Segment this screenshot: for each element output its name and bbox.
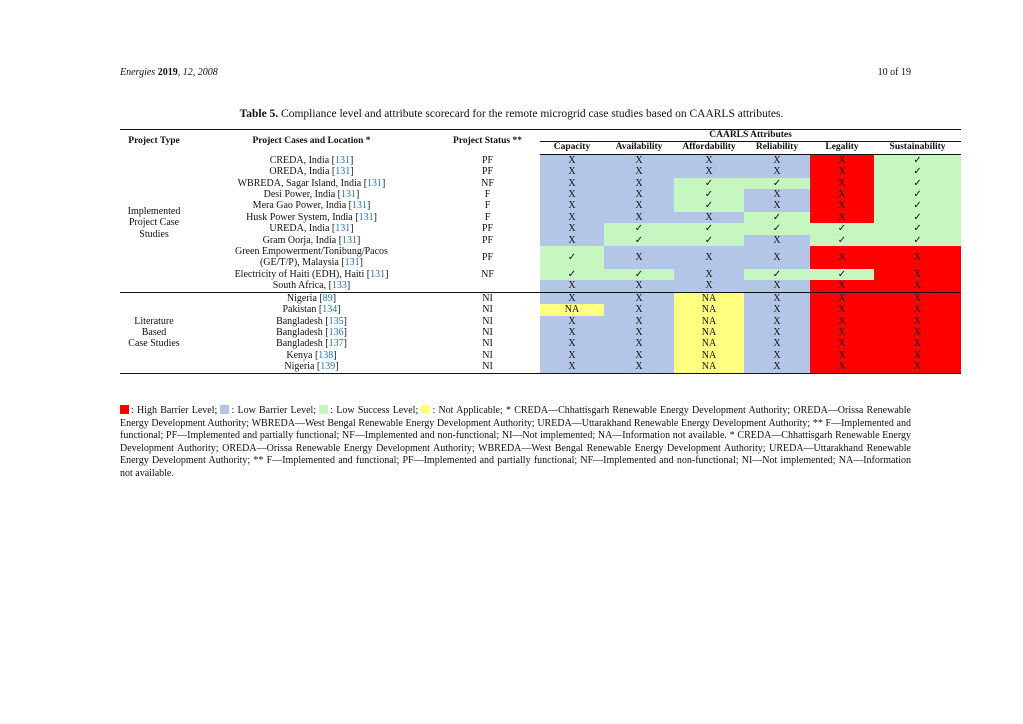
score-cell-legality: X xyxy=(810,166,874,177)
citation-bracket: ] xyxy=(343,338,347,350)
project-status-cell: PF xyxy=(481,223,494,235)
table-row xyxy=(120,350,961,361)
project-status-cell: NI xyxy=(482,315,493,327)
score-cell-reliability: X xyxy=(744,316,810,327)
project-case-cell xyxy=(188,212,435,223)
score-cell-availability: X xyxy=(604,350,674,361)
score-cell-availability: ✓ xyxy=(604,235,674,246)
header-attribute-availability: Availability xyxy=(604,142,674,154)
score-cell-availability: X xyxy=(604,154,674,166)
score-cell-availability: X xyxy=(604,166,674,177)
header-attribute-affordability: Affordability xyxy=(674,142,744,154)
score-cell-capacity: X xyxy=(540,327,604,338)
score-cell-reliability: X xyxy=(744,304,810,315)
score-cell-availability: X xyxy=(604,246,674,269)
caarls-scorecard-table xyxy=(120,129,961,374)
project-case-name: Mera Gao Power, India [ xyxy=(252,200,352,212)
score-cell-availability: X xyxy=(604,280,674,292)
table-row xyxy=(120,292,961,304)
score-cell-capacity: X xyxy=(540,189,604,200)
running-header-citation xyxy=(120,67,218,78)
project-status-cell: NF xyxy=(481,177,494,189)
score-cell-capacity: X xyxy=(540,361,604,373)
score-cell-reliability: X xyxy=(744,246,810,269)
table-row xyxy=(120,200,961,211)
score-cell-affordability: NA xyxy=(674,316,744,327)
score-cell-capacity: X xyxy=(540,350,604,361)
project-status-cell: F xyxy=(484,211,491,223)
score-cell-affordability: ✓ xyxy=(674,223,744,234)
score-cell-availability: ✓ xyxy=(604,269,674,280)
table-caption-text: Compliance level and attribute scorecard for the remote microgrid case studies based on CAARLS attributes. xyxy=(278,108,784,120)
score-cell-sustainability: X xyxy=(874,246,961,269)
score-cell-legality: X xyxy=(810,350,874,361)
group-label xyxy=(120,154,188,292)
score-cell-affordability: ✓ xyxy=(674,178,744,189)
citation-link[interactable]: 89 xyxy=(322,292,333,304)
score-cell-affordability: X xyxy=(674,166,744,177)
legend-low: : Low Barrier Level; xyxy=(231,405,320,416)
citation-bracket: ] xyxy=(350,223,354,235)
score-cell-sustainability: ✓ xyxy=(874,235,961,246)
project-case-name-cont: (GE/T/P), Malaysia [ xyxy=(259,257,345,269)
table-row xyxy=(120,280,961,292)
project-case-name: Green Empowerment/Tonibung/Pacos xyxy=(235,246,388,258)
project-status-cell: F xyxy=(484,189,491,201)
score-cell-sustainability: X xyxy=(874,304,961,315)
score-cell-sustainability: ✓ xyxy=(874,223,961,234)
table-row xyxy=(120,316,961,327)
score-cell-sustainability: ✓ xyxy=(874,189,961,200)
score-cell-sustainability: X xyxy=(874,316,961,327)
group-label-line: Project Case xyxy=(128,217,180,229)
score-cell-reliability: X xyxy=(744,154,810,166)
score-cell-affordability: NA xyxy=(674,350,744,361)
journal-year: 2019 xyxy=(157,67,178,78)
score-cell-reliability: ✓ xyxy=(744,178,810,189)
table-caption xyxy=(0,108,1023,120)
score-cell-affordability: NA xyxy=(674,292,744,304)
citation-link[interactable]: 134 xyxy=(322,304,338,316)
citation-link[interactable]: 131 xyxy=(341,189,356,201)
project-case-cell xyxy=(188,200,435,211)
table-row xyxy=(120,178,961,189)
citation-link[interactable]: 131 xyxy=(335,166,351,178)
score-cell-affordability: NA xyxy=(674,304,744,315)
score-cell-capacity: X xyxy=(540,292,604,304)
score-cell-availability: X xyxy=(604,200,674,211)
legend-high: : High Barrier Level; xyxy=(131,405,221,416)
project-case-name: Bangladesh [ xyxy=(276,326,329,338)
citation-bracket: ] xyxy=(335,361,339,373)
not-applicable-swatch xyxy=(421,405,430,414)
header-project-status: Project Status ** xyxy=(435,130,540,155)
project-case-cell xyxy=(188,166,435,177)
table-row xyxy=(120,223,961,234)
citation-bracket: ] xyxy=(385,268,389,280)
project-case-name: CREDA, India [ xyxy=(269,154,335,166)
group-label-line: Implemented xyxy=(127,205,181,217)
project-status-cell xyxy=(435,280,540,292)
score-cell-capacity: X xyxy=(540,223,604,234)
score-cell-reliability: X xyxy=(744,166,810,177)
score-cell-affordability: X xyxy=(674,154,744,166)
table-row xyxy=(120,166,961,177)
score-cell-legality: X xyxy=(810,304,874,315)
score-cell-legality: X xyxy=(810,212,874,223)
score-cell-capacity: X xyxy=(540,280,604,292)
score-cell-affordability: ✓ xyxy=(674,200,744,211)
score-cell-legality: X xyxy=(810,200,874,211)
score-cell-reliability: ✓ xyxy=(744,223,810,234)
table-row xyxy=(120,327,961,338)
project-case-name: Nigeria [ xyxy=(286,292,323,304)
score-cell-capacity: X xyxy=(540,316,604,327)
table-row xyxy=(120,246,961,269)
project-case-cell xyxy=(188,316,435,327)
score-cell-sustainability: X xyxy=(874,327,961,338)
table-row xyxy=(120,212,961,223)
score-cell-availability: X xyxy=(604,189,674,200)
score-cell-availability: X xyxy=(604,292,674,304)
project-status-cell: NI xyxy=(482,304,493,316)
header-attribute-sustainability: Sustainability xyxy=(874,142,961,154)
project-case-name: Gram Oorja, India [ xyxy=(262,234,343,246)
citation-link[interactable]: 131 xyxy=(334,154,350,166)
score-cell-affordability: X xyxy=(674,280,744,292)
project-status-cell: PF xyxy=(481,234,494,246)
score-cell-availability: X xyxy=(604,327,674,338)
score-cell-reliability: X xyxy=(744,338,810,349)
score-cell-availability: X xyxy=(604,361,674,373)
project-case-cell xyxy=(188,350,435,361)
score-cell-reliability: X xyxy=(744,350,810,361)
project-status-cell: PF xyxy=(481,166,494,178)
legend-na: : Not Applicable; xyxy=(432,405,506,416)
score-cell-availability: X xyxy=(604,304,674,315)
citation-bracket: ] xyxy=(373,211,377,223)
citation-bracket: ] xyxy=(366,200,371,212)
citation-link[interactable]: 131 xyxy=(351,200,367,212)
project-status-cell: NI xyxy=(435,361,540,373)
project-case-name: Pakistan [ xyxy=(282,304,323,316)
low-success-swatch xyxy=(319,405,328,414)
score-cell-reliability: X xyxy=(744,280,810,292)
score-cell-availability: X xyxy=(604,338,674,349)
table-row xyxy=(120,361,961,373)
score-cell-sustainability: X xyxy=(874,292,961,304)
score-cell-availability: X xyxy=(604,212,674,223)
score-cell-capacity: NA xyxy=(540,304,604,315)
score-cell-affordability: X xyxy=(674,269,744,280)
score-cell-reliability: X xyxy=(744,200,810,211)
score-cell-availability: X xyxy=(604,316,674,327)
citation-bracket: ] xyxy=(332,292,337,304)
table-row xyxy=(120,338,961,349)
citation-bracket: ] xyxy=(382,177,386,189)
citation-bracket: ] xyxy=(333,349,337,361)
project-case-name: Kenya [ xyxy=(286,349,319,361)
project-status-cell: F xyxy=(484,200,491,212)
project-case-name: WBREDA, Sagar Island, India [ xyxy=(237,177,368,189)
group-label-line: Studies xyxy=(139,228,169,240)
score-cell-legality: X xyxy=(810,338,874,349)
score-cell-legality: X xyxy=(810,246,874,269)
group-label xyxy=(120,292,188,373)
journal-volume: , 12, 2008 xyxy=(177,67,218,78)
project-case-cell xyxy=(188,223,435,234)
project-case-name: Bangladesh [ xyxy=(276,338,329,350)
citation-bracket: ] xyxy=(349,154,354,166)
project-status-cell: NI xyxy=(482,349,493,361)
score-cell-capacity: X xyxy=(540,166,604,177)
citation-link[interactable]: 133 xyxy=(331,280,347,292)
score-cell-capacity: X xyxy=(540,212,604,223)
score-cell-reliability: X xyxy=(744,327,810,338)
header-attribute-capacity: Capacity xyxy=(540,142,604,154)
citation-link[interactable]: 131 xyxy=(358,211,374,223)
header-attribute-legality: Legality xyxy=(810,142,874,154)
citation-link[interactable]: 137 xyxy=(328,338,344,350)
citation-link[interactable]: 139 xyxy=(320,361,336,373)
citation-link[interactable]: 131 xyxy=(344,257,360,269)
project-case-name: Husk Power System, India [ xyxy=(246,211,359,223)
citation-link[interactable]: 131 xyxy=(370,268,386,280)
score-cell-reliability: ✓ xyxy=(744,269,810,280)
header-caarls-attributes: CAARLS Attributes xyxy=(540,130,961,142)
project-case-name: Desi Power, India [ xyxy=(263,189,341,201)
citation-bracket: ] xyxy=(346,280,351,292)
score-cell-legality: X xyxy=(810,154,874,166)
score-cell-affordability: NA xyxy=(674,327,744,338)
project-case-cell xyxy=(188,178,435,189)
score-cell-affordability: X xyxy=(674,212,744,223)
project-case-name: Electricity of Haiti (EDH), Haiti [ xyxy=(234,268,371,280)
score-cell-legality: X xyxy=(810,316,874,327)
project-case-cell xyxy=(188,154,435,166)
project-status-cell: NI xyxy=(482,326,493,338)
low-barrier-swatch xyxy=(220,405,229,414)
score-cell-legality: X xyxy=(810,361,874,373)
citation-bracket: ] xyxy=(343,315,347,327)
page-number: 10 of 19 xyxy=(877,67,911,78)
citation-bracket: ] xyxy=(337,304,341,316)
project-status-cell: NI xyxy=(482,338,493,350)
project-status-cell: NF xyxy=(481,268,494,280)
score-cell-reliability: X xyxy=(744,292,810,304)
citation-bracket: ] xyxy=(356,189,360,201)
citation-bracket: ] xyxy=(359,257,364,269)
citation-link[interactable]: 131 xyxy=(342,234,358,246)
score-cell-affordability: ✓ xyxy=(674,235,744,246)
table-caption-label: Table 5. xyxy=(239,108,279,120)
score-cell-sustainability: X xyxy=(874,338,961,349)
score-cell-capacity: X xyxy=(540,235,604,246)
score-cell-sustainability: ✓ xyxy=(874,178,961,189)
score-cell-sustainability: ✓ xyxy=(874,154,961,166)
header-project-cases: Project Cases and Location * xyxy=(188,130,435,155)
score-cell-legality: ✓ xyxy=(810,223,874,234)
project-case-cell xyxy=(188,338,435,349)
table-row xyxy=(120,189,961,200)
table-row xyxy=(120,235,961,246)
score-cell-reliability: X xyxy=(744,361,810,373)
table-legend xyxy=(120,405,911,480)
score-cell-affordability: ✓ xyxy=(674,189,744,200)
score-cell-capacity: X xyxy=(540,154,604,166)
score-cell-legality: X xyxy=(810,327,874,338)
score-cell-legality: X xyxy=(810,292,874,304)
citation-link[interactable]: 131 xyxy=(335,223,351,235)
score-cell-sustainability: X xyxy=(874,269,961,280)
project-case-cell xyxy=(188,280,435,292)
project-case-cell xyxy=(188,235,435,246)
project-status-cell: NI xyxy=(435,292,540,304)
score-cell-capacity: X xyxy=(540,338,604,349)
project-case-name: UREDA, India [ xyxy=(269,223,336,235)
score-cell-sustainability: X xyxy=(874,350,961,361)
project-case-name: Nigeria [ xyxy=(284,361,321,373)
high-barrier-swatch xyxy=(120,405,129,414)
project-case-name: OREDA, India [ xyxy=(269,166,336,178)
score-cell-reliability: X xyxy=(744,235,810,246)
score-cell-sustainability: ✓ xyxy=(874,166,961,177)
group-label-line: Literature Based xyxy=(134,315,174,338)
citation-link[interactable]: 138 xyxy=(318,349,334,361)
score-cell-capacity: ✓ xyxy=(540,269,604,280)
table-row xyxy=(120,154,961,166)
legend-notes: * CREDA—Chhattisgarh Renewable Energy Development Authority; OREDA—Orissa Renewable Energy Development Authority; WBREDA—West Bengal Renewable Energy Development Authority; UREDA—Uttarakhand Renewable Energy Development Authority; ** F—Implemented and functional; PF—Implemented and partially functional; NF—Implemented and non-functional; NI—Not implemented; NA—Information not available. * CREDA—Chhattisgarh Renewable Energy Development Authority; OREDA—Orissa Renewable Energy Development Authority; WBREDA—West Bengal Renewable Energy Development Authority; UREDA—Uttarakhand Renewable Energy Development Authority; ** F—Implemented and functional; PF—Implemented and partially functional; NF—Implemented and non-functional; NI—Not implemented; NA—Information not available. xyxy=(120,405,911,479)
citation-link[interactable]: 135 xyxy=(328,315,344,327)
journal-name: Energies xyxy=(120,67,156,78)
legend-success: : Low Success Level; xyxy=(330,405,422,416)
table-row xyxy=(120,269,961,280)
table-row xyxy=(120,304,961,315)
score-cell-legality: ✓ xyxy=(810,235,874,246)
score-cell-sustainability: ✓ xyxy=(874,200,961,211)
score-cell-affordability: NA xyxy=(674,361,744,373)
score-cell-affordability: X xyxy=(674,246,744,269)
project-status-cell: PF xyxy=(481,154,494,166)
score-cell-sustainability: X xyxy=(874,280,961,292)
header-project-type: Project Type xyxy=(120,130,188,155)
score-cell-capacity: X xyxy=(540,200,604,211)
project-case-name: Bangladesh [ xyxy=(276,315,329,327)
project-case-cell xyxy=(188,189,435,200)
score-cell-reliability: X xyxy=(744,189,810,200)
header-attribute-reliability: Reliability xyxy=(744,142,810,154)
score-cell-reliability: ✓ xyxy=(744,212,810,223)
score-cell-legality: X xyxy=(810,178,874,189)
score-cell-legality: X xyxy=(810,189,874,200)
project-case-cell xyxy=(188,304,435,315)
project-status-cell: PF xyxy=(481,251,494,263)
project-case-cell xyxy=(188,292,435,304)
citation-bracket: ] xyxy=(357,234,361,246)
score-cell-capacity: ✓ xyxy=(540,246,604,269)
score-cell-sustainability: X xyxy=(874,361,961,373)
citation-bracket: ] xyxy=(350,166,354,178)
score-cell-availability: X xyxy=(604,178,674,189)
project-case-name: South Africa, [ xyxy=(272,280,332,292)
score-cell-legality: ✓ xyxy=(810,269,874,280)
score-cell-legality: X xyxy=(810,280,874,292)
project-case-cell xyxy=(188,361,435,373)
score-cell-affordability: NA xyxy=(674,338,744,349)
project-case-cell xyxy=(188,269,435,280)
citation-bracket: ] xyxy=(343,326,347,338)
score-cell-availability: ✓ xyxy=(604,223,674,234)
citation-link[interactable]: 136 xyxy=(328,326,344,338)
score-cell-sustainability: ✓ xyxy=(874,212,961,223)
group-label-line: Case Studies xyxy=(128,338,180,350)
score-cell-capacity: X xyxy=(540,178,604,189)
citation-link[interactable]: 131 xyxy=(367,177,383,189)
project-case-cell xyxy=(188,246,435,269)
project-case-cell xyxy=(188,327,435,338)
